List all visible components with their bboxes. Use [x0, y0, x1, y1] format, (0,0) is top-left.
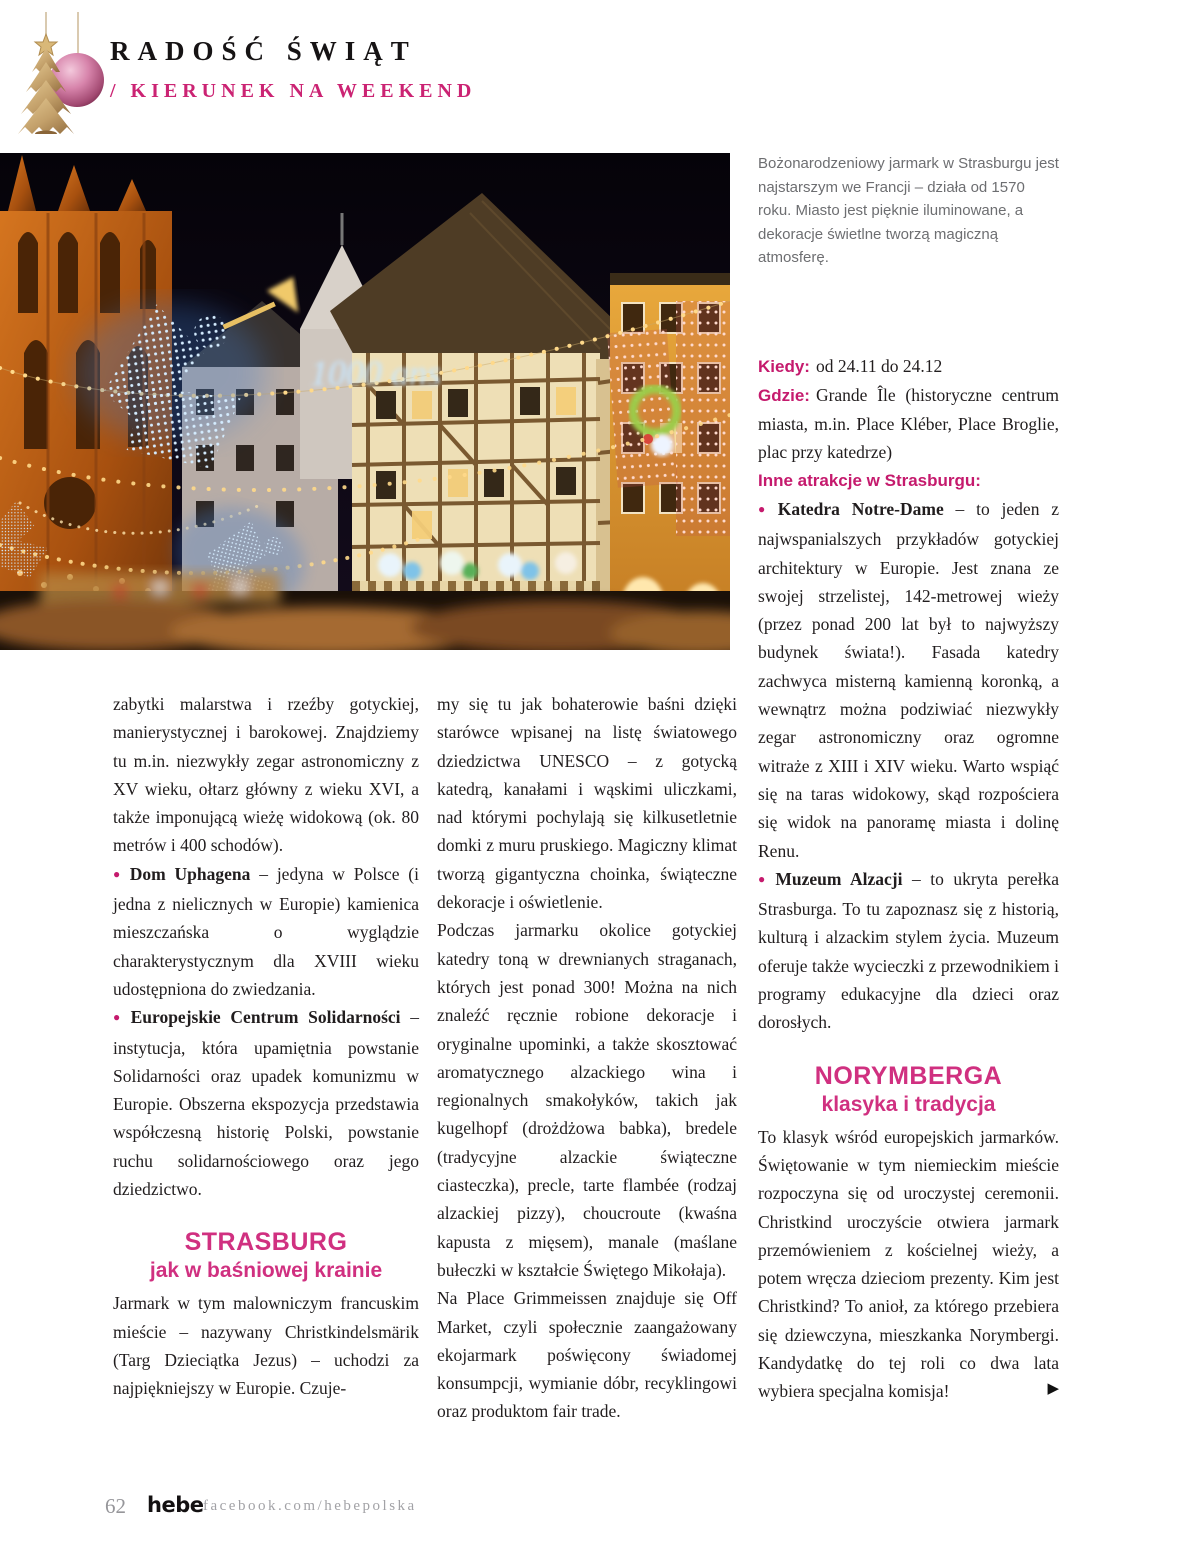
column-2 [437, 690, 737, 1426]
bullet-icon: ● [113, 866, 125, 881]
magazine-logo: hebe [147, 1493, 204, 1517]
column-1 [113, 690, 419, 1403]
paragraph: my się tu jak bohaterowie baśni dzięki starówce wpisanej na listę światowego dziedzictwa UNESCO – z gotycką katedrą, kanałami i wąskimi uliczkami, nad którymi pochylają się kilkusetletnie domki z muru pruskiego. Magiczny klimat tworzą gigantyczna choinka, świąteczne dekoracje i oświetlenie. [437, 694, 737, 913]
page-number: 62 [105, 1494, 126, 1518]
section-kicker: RADOŚĆ ŚWIĄT [110, 36, 417, 66]
bullet-paragraph: ● Dom Uphagena – jedyna w Polsce (i jedna z nielicznych w Europie) kamienica mieszczańska o wyglądzie charakterystycznym dla XVIII wieku udostępniona do zwiedzania. [113, 863, 420, 999]
paragraph: Na Place Grimmeissen znajduje się Off Market, czyli społecznie zaangażowany ekojarmark poświęcony świadomej konsumpcji, wymianie dóbr, recyklingowi oraz produktom fair trade. [437, 1288, 737, 1422]
bullet-lead: Europejskie Centrum Solidarności [130, 1007, 401, 1028]
when-label: Kiedy: [758, 356, 810, 376]
strasbourg-subheading: jak w baśniowej krainie [149, 1259, 383, 1283]
where-line: Gdzie: Grande Île (historyczne centrum miasta, m.in. Place Kléber, Place Broglie, plac przy katedrze) [758, 384, 1059, 463]
column-3 [758, 152, 1059, 1406]
bullet-lead: Muzeum Alzacji [775, 868, 903, 889]
bullet-paragraph: ● Muzeum Alzacji – to ukryta perełka Strasburga. To tu zapoznasz się z historią, kulturą i alzackim stylem życia. Muzeum oferuje także wycieczki z przewodnikiem i programy edukacyjne dla dzieci oraz dorosłych. [758, 868, 1060, 1033]
when-line: Kiedy: od 24.11 do 24.12 [758, 355, 943, 376]
strasbourg-heading: STRASBURG [184, 1228, 348, 1257]
article-continues-icon: ▶ [1047, 1379, 1059, 1398]
christmas-tree-bauble-icon [6, 12, 106, 134]
nuremberg-heading: NORYMBERGA [814, 1061, 1003, 1090]
bullet-lead: Katedra Notre-Dame [777, 498, 944, 519]
photo-caption: Bożonarodzeniowy jarmark w Strasburgu jest najstarszym we Francji – działa od 1570 roku. Miasto jest pięknie iluminowane, a dekoracje świetlne tworzą magiczną atmosferę. [758, 155, 1059, 266]
paragraph: zabytki malarstwa i rzeźby gotyckiej, manierystycznej i barokowej. Znajdziemy tu m.in. niezwykły zegar astronomiczny z XV wieku, ołtarz główny z wieku XVI, a także imponującą wieżę widokową (ok. 80 metrów i 400 schodów). [113, 694, 419, 856]
strasbourg-market-photo [0, 153, 730, 650]
where-label: Gdzie: [758, 385, 810, 405]
bullet-lead: Dom Uphagena [129, 863, 251, 884]
bullet-icon: ● [113, 1010, 126, 1025]
bullet-paragraph: ● Katedra Notre-Dame – to jeden z najwspanialszych przykładów gotyckiej architektury w Europie. Jest znana ze swojej strzelistej, 142-metrowej wieży (przez ponad 200 lat był to najwyższy budynek świata!). Fasada katedry zachwyca misterną kamienną koronką, a wewnątrz można podziwiać niezwykły zegar astronomiczny oraz ogromne witraże z XIII i XIV wieku. Warto wspiąć się na taras widokowy, skąd rozpościera się widok na panoramę miasta i dolinę Renu. [758, 498, 1060, 861]
attractions-label: Inne atrakcje w Strasburgu: [758, 470, 981, 490]
bullet-icon: ● [758, 871, 771, 886]
page-footer [105, 1492, 705, 1522]
paragraph: Podczas jarmarku okolice gotyckiej katedry toną w drewnianych straganach, których jest ponad 300! Można na nich znaleźć ręcznie robione dekoracje i oryginalne upominki, a także skosztować aromatycznego alzackiego wina i regionalnych smakołyków, takich jak kugelhopf (drożdżowa babka), bredele (tradycyjne alzackie świąteczne ciasteczka), precle, tarte flambée (rodzaj alzackiej pizzy), choucroute (kwaśna kapusta z mięsem), manale (maślane bułeczki w kształcie Świętego Mikołaja). [437, 920, 737, 1280]
paragraph: Jarmark w tym malowniczym francuskim mieście – nazywany Christkindelsmärik (Targ Dzieciątka Jezus) – uchodzi za najpiękniejszy w Europie. Czuje- [113, 1293, 419, 1399]
bullet-icon: ● [758, 501, 773, 516]
bullet-paragraph: ● Europejskie Centrum Solidarności – instytucja, która upamiętnia powstanie Solidarności oraz upadek komunizmu w Europie. Obszerna ekspozycja przedstawia współczesną historię Polski, powstanie ruchu solidarnościowego oraz jego dziedzictwo. [113, 1007, 420, 1200]
neon-sign-text: 1000 ans [310, 353, 442, 393]
facebook-url: facebook.com/hebepolska [203, 1498, 417, 1514]
section-subkicker: / KIERUNEK NA WEEKEND [110, 80, 477, 102]
paragraph: To klasyk wśród europejskich jarmarków. Świętowanie w tym niemieckim mieście rozpoczyna się od uroczystej ceremonii. Christkind uroczyście otwiera jarmark przemówieniem z kościelnej wieży, a potem wręcza dzieciom prezenty. Kim jest Christkind? To anioł, za którego przebiera się dziewczyna, mieszkanka Norymbergi. Kandydatkę do tej roli co dwa lata wybiera specjalna komisja! ▶ [758, 1126, 1059, 1402]
nuremberg-subheading: klasyka i tradycja [821, 1092, 996, 1116]
